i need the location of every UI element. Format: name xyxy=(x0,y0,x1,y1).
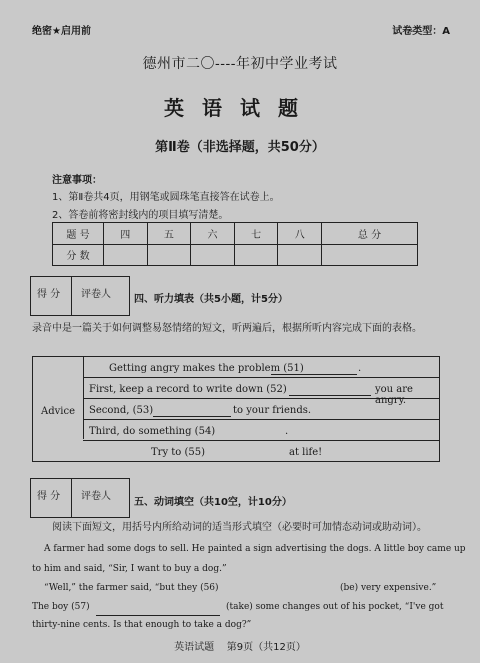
section-4-intro: 录音中是一篇关于如何调整易怒情绪的短文，听两遍后，根据所听内容完成下面的表格。 xyxy=(32,323,422,334)
score-table-value-row xyxy=(53,244,418,266)
score-input-cell[interactable] xyxy=(278,244,322,266)
score-table-header-row xyxy=(53,223,418,245)
note-item: 2、答卷前将密封线内的项目填写清楚。 xyxy=(52,210,229,221)
score-cell: 四 xyxy=(104,223,148,245)
score-cell: 五 xyxy=(147,223,191,245)
answer-blank-53[interactable] xyxy=(153,406,231,417)
score-cell: 题 号 xyxy=(53,223,104,245)
row-text: to your friends. xyxy=(233,405,312,416)
subject-title: 英语试题 xyxy=(164,96,316,120)
advice-row xyxy=(83,399,439,420)
row-text: you are angry. xyxy=(375,384,413,406)
passage-line: The boy (57) xyxy=(32,602,90,612)
answer-blank-52[interactable] xyxy=(289,385,371,396)
paper-type: 试卷类型：A xyxy=(392,26,450,37)
advice-row xyxy=(83,420,439,441)
passage-line: to him and said, “Sir, I want to buy a dog.” xyxy=(32,564,227,574)
section-4-title: 四、听力填表（共5小题，计5分） xyxy=(134,294,288,305)
advice-row xyxy=(33,441,439,461)
row-text: First, keep a record to write down (52) xyxy=(89,384,287,395)
grader-label: 评卷人 xyxy=(81,289,111,300)
score-label: 得 分 xyxy=(37,289,61,300)
section-5-title: 五、动词填空（共10空，计10分） xyxy=(134,497,292,508)
section-5-intro: 阅读下面短文，用括号内所给动词的适当形式填空（必要时可加情态动词或助动词）。 xyxy=(52,522,427,533)
grader-label: 评卷人 xyxy=(81,491,111,502)
score-cell: 总 分 xyxy=(322,223,418,245)
passage-line: (take) some changes out of his pocket, “I've got xyxy=(226,602,444,612)
score-input-cell[interactable] xyxy=(322,244,418,266)
advice-row xyxy=(83,378,439,406)
row-text: Try to (55) xyxy=(151,447,206,458)
row-text: Third, do something (54) xyxy=(89,426,216,437)
score-input-cell[interactable] xyxy=(104,244,148,266)
volume-title: 第Ⅱ卷（非选择题，共50分） xyxy=(155,140,325,155)
notes-heading: 注意事项： xyxy=(52,175,102,186)
confidential-mark: 绝密★启用前 xyxy=(32,26,91,37)
score-table xyxy=(52,222,418,266)
score-cell: 分 数 xyxy=(53,244,104,266)
score-input-cell[interactable] xyxy=(234,244,278,266)
score-cell: 七 xyxy=(234,223,278,245)
answer-blank-57[interactable] xyxy=(96,605,220,616)
note-item: 1、第Ⅱ卷共4页，用钢笔或圆珠笔直接答在试卷上。 xyxy=(52,192,280,203)
score-label: 得 分 xyxy=(37,491,61,502)
grader-box xyxy=(30,478,130,518)
answer-blank-51[interactable] xyxy=(271,364,357,375)
passage-line: A farmer had some dogs to sell. He painted a sign advertising the dogs. A little boy came up xyxy=(44,544,466,554)
passage-line: thirty-nine cents. Is that enough to take a dog?” xyxy=(32,620,252,630)
grader-box xyxy=(30,276,130,316)
exam-title: 德州市二〇----年初中学业考试 xyxy=(142,56,338,72)
row-text: Getting angry makes the problem (51) xyxy=(109,363,304,374)
score-cell: 八 xyxy=(278,223,322,245)
advice-label: Advice xyxy=(41,406,75,417)
row-text: . xyxy=(358,363,362,374)
passage-line: (be) very expensive.” xyxy=(340,583,437,593)
passage-line: “Well,” the farmer said, “but they (56) xyxy=(44,583,219,593)
row-text: . xyxy=(285,426,289,437)
row-text: Second, (53) xyxy=(89,405,154,416)
row-text: at life! xyxy=(289,447,323,458)
score-input-cell[interactable] xyxy=(191,244,235,266)
score-input-cell[interactable] xyxy=(147,244,191,266)
score-cell: 六 xyxy=(191,223,235,245)
advice-row xyxy=(83,357,439,378)
advice-table xyxy=(32,356,440,462)
page-footer: 英语试题 第9页（共12页） xyxy=(174,642,306,653)
